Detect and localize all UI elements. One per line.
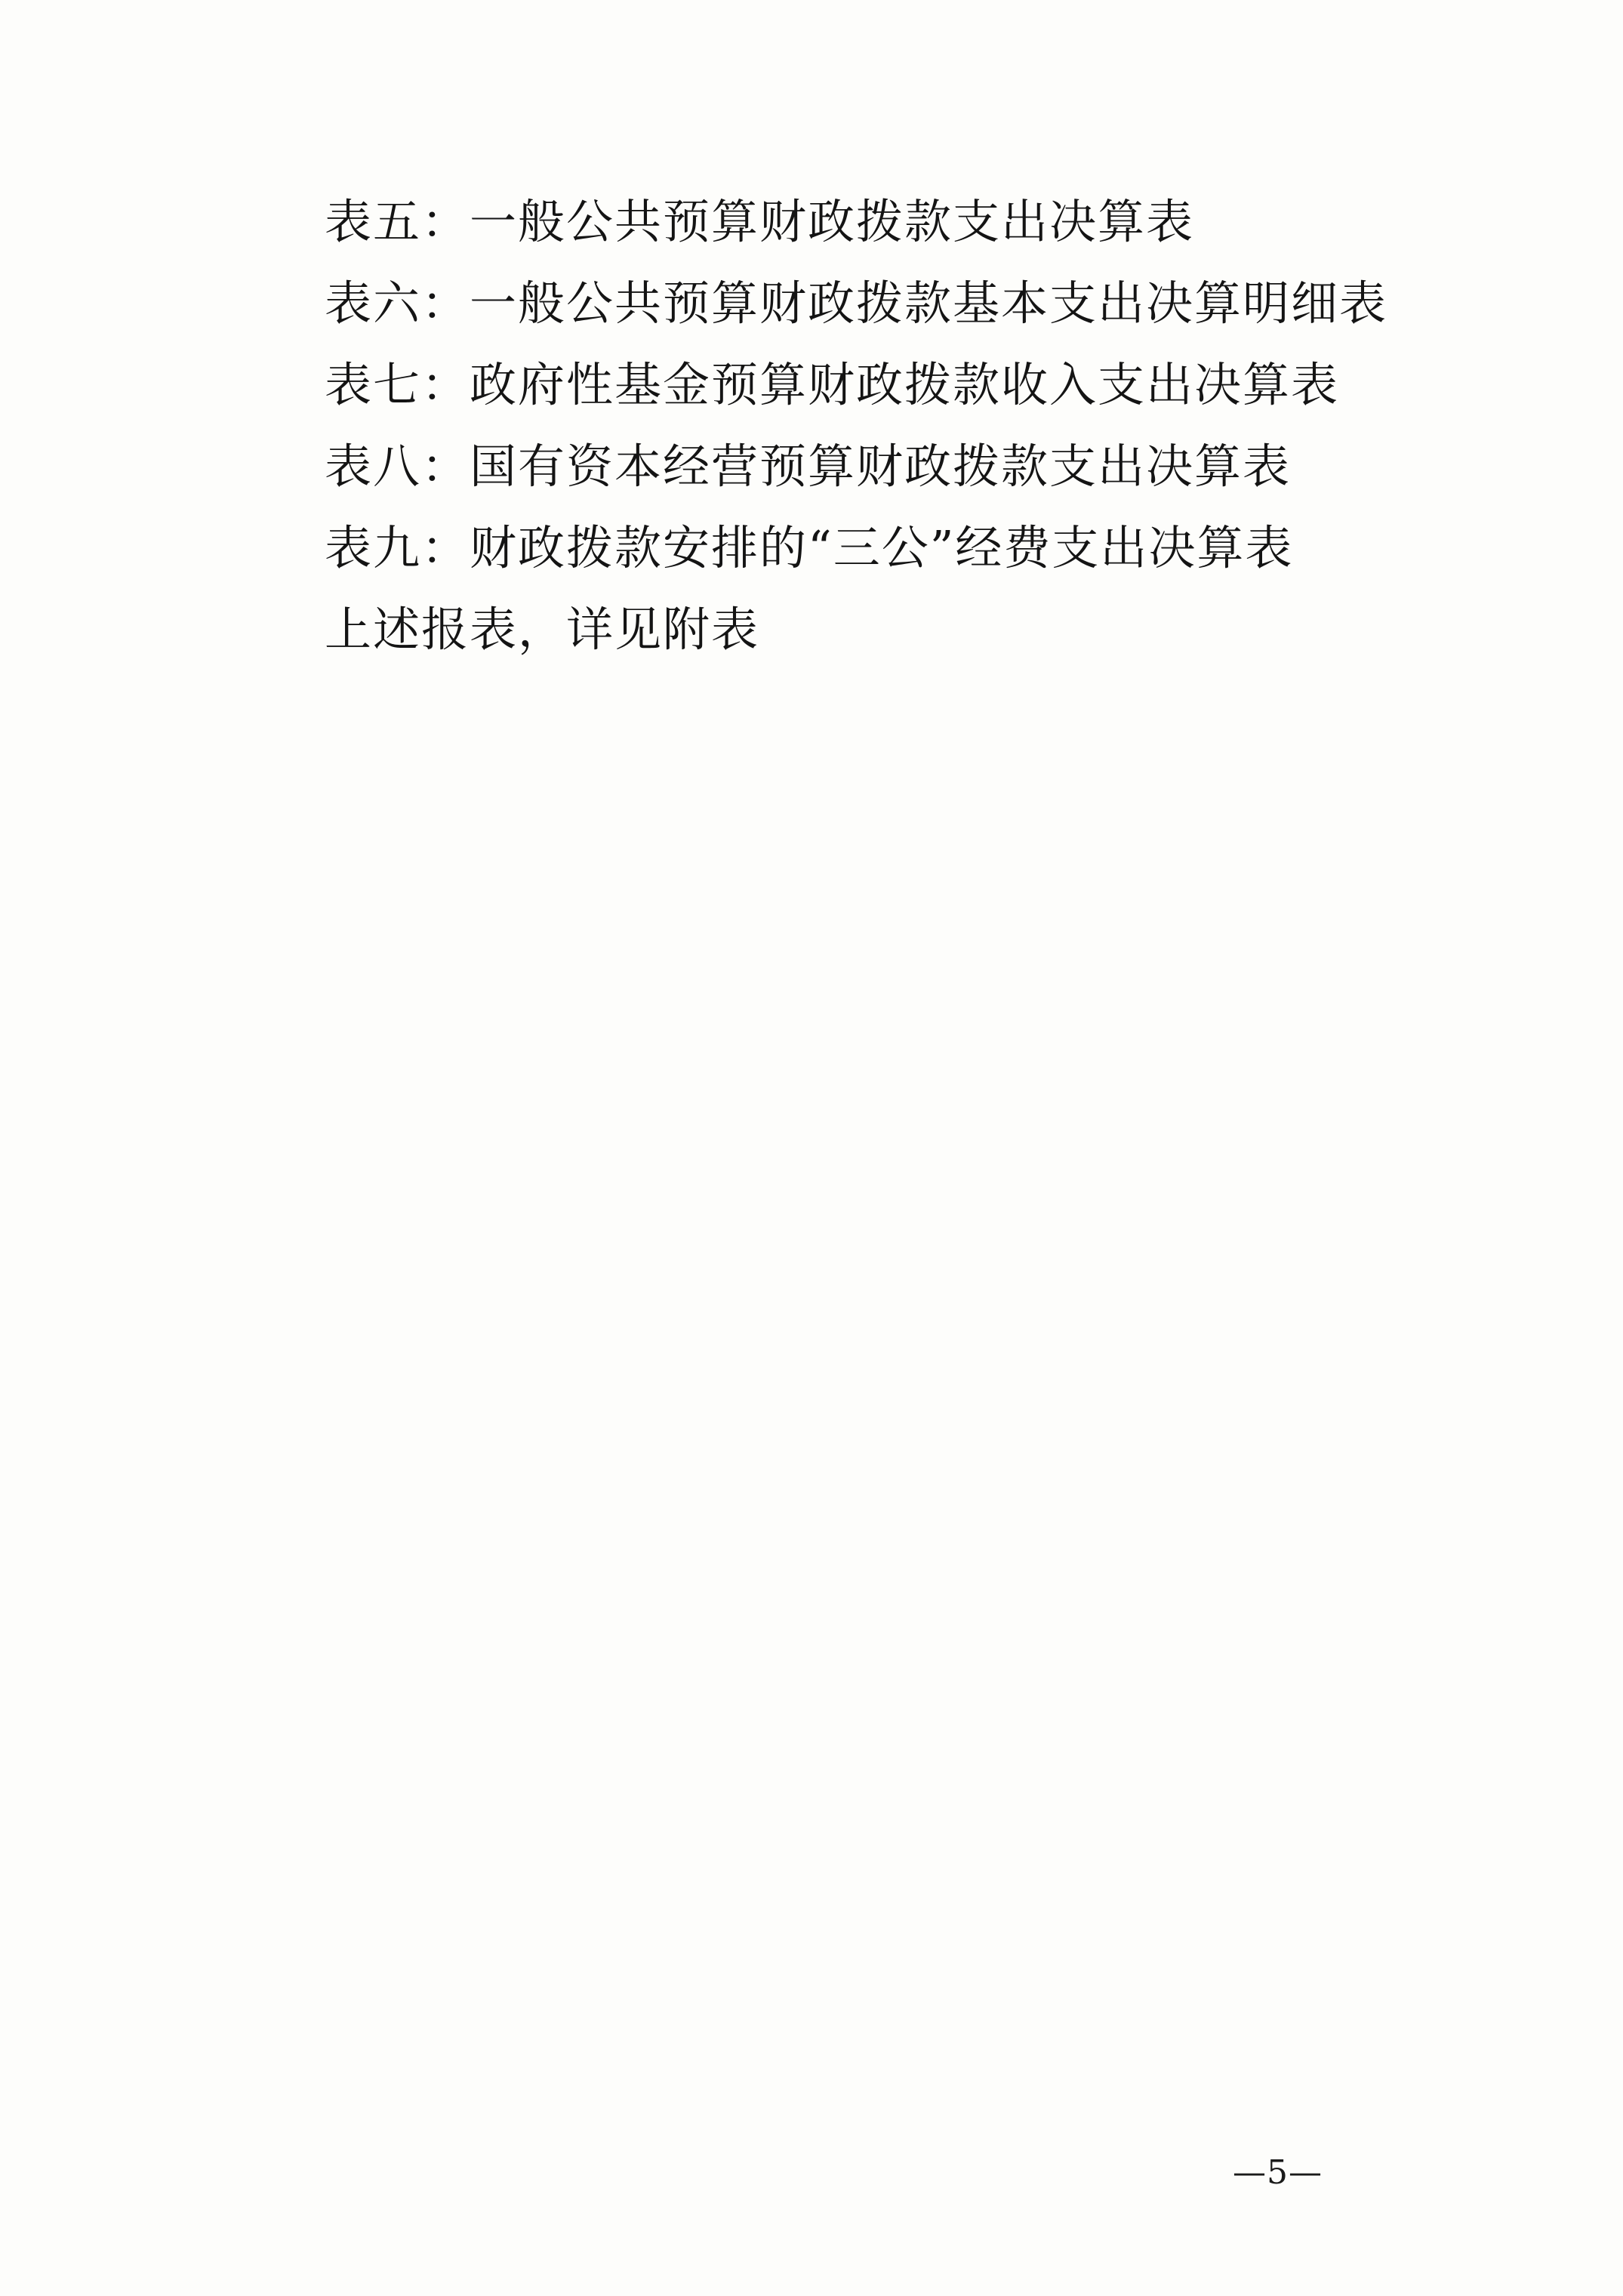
list-item-table-8: 表八：国有资本经营预算财政拨款支出决算表	[325, 439, 1292, 494]
list-item-table-5: 表五：一般公共预算财政拨款支出决算表	[325, 194, 1195, 249]
list-item-table-7: 表七：政府性基金预算财政拨款收入支出决算表	[325, 357, 1340, 412]
closing-note: 上述报表，详见附表	[325, 602, 760, 657]
page-number: —5—	[1233, 2153, 1323, 2192]
document-body	[325, 181, 1388, 670]
list-item-table-9: 表九：财政拨款安排的“三公”经费支出决算表	[325, 520, 1294, 575]
list-item-table-6: 表六：一般公共预算财政拨款基本支出决算明细表	[325, 276, 1388, 331]
